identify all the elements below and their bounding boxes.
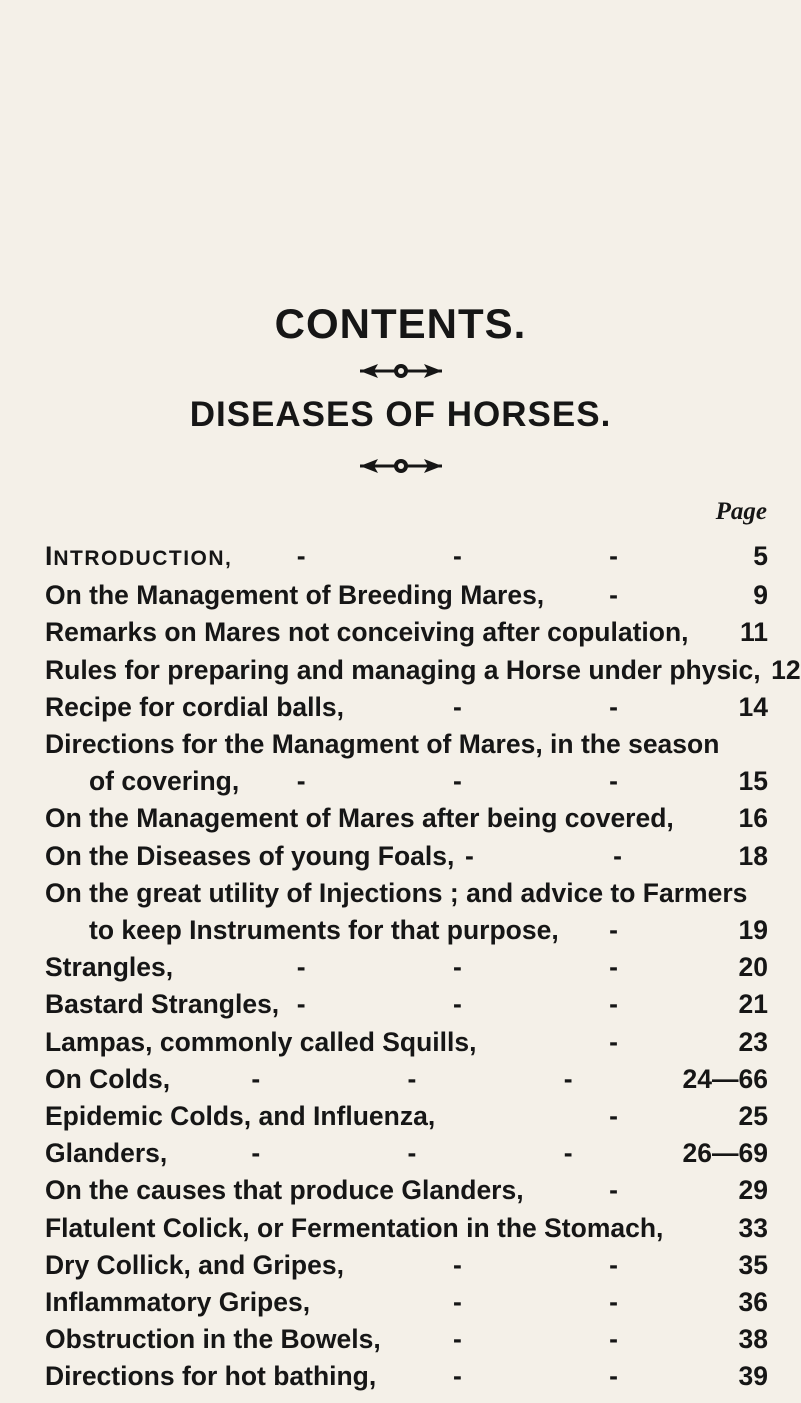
toc-entry — [45, 986, 768, 1023]
toc-entry-title: On the Diseases of young Foals, — [45, 840, 455, 871]
toc-entry-page: 29 — [738, 1175, 768, 1206]
toc-entry-page: 33 — [738, 1212, 768, 1243]
toc-entry — [45, 538, 768, 577]
toc-entry-title-initial: I — [45, 541, 54, 571]
toc-entry — [45, 1358, 768, 1395]
toc-entry-leader: - - — [452, 1287, 688, 1318]
toc-entry-title: Flatulent Colick, or Fermentation in the Stomach, — [45, 1212, 664, 1243]
toc-entry-title: Epidemic Colds, and Influenza, — [45, 1101, 436, 1132]
toc-entry — [45, 912, 768, 949]
toc-entry-title-rest: NTRODUCTION, — [53, 547, 233, 570]
toc-entry — [45, 800, 768, 837]
toc-entry-title: Recipe for cordial balls, — [45, 691, 344, 722]
toc-entry — [45, 838, 768, 875]
toc-entry-title: Glanders, — [45, 1138, 168, 1169]
toc-entry-page: 21 — [738, 989, 768, 1020]
toc-entry-leader: - - - — [296, 766, 688, 797]
toc-entry-page: 18 — [738, 840, 768, 871]
toc-entry-title: Inflammatory Gripes, — [45, 1287, 311, 1318]
toc-entry-title: On the Management of Breeding Mares, — [45, 580, 545, 611]
toc-entry-title: to keep Instruments for that purpose, — [89, 915, 559, 946]
page-column-label: Page — [715, 498, 767, 525]
toc-entry-page: 20 — [738, 952, 768, 983]
toc-entry-leader: - - - — [296, 541, 688, 571]
toc-entry — [45, 577, 768, 614]
toc-entry-leader: - - — [452, 691, 688, 722]
toc-entry-page: 12 — [771, 654, 801, 685]
toc-entry-title: Directions for hot bathing, — [45, 1361, 377, 1392]
toc-entry — [45, 1321, 768, 1358]
ornament-divider-bottom — [0, 455, 801, 482]
toc-entry — [45, 949, 768, 986]
toc-entry-page: 15 — [738, 766, 768, 797]
toc-entry — [45, 726, 768, 763]
toc-entry-leader: - — [609, 915, 688, 946]
toc-entry-leader: - - — [452, 1361, 688, 1392]
toc-entry — [45, 1098, 768, 1135]
toc-entry-leader: - — [609, 1026, 688, 1057]
ornament-icon — [356, 360, 446, 382]
toc-entry-leader: - — [609, 1101, 688, 1132]
toc-entry-title: Lampas, commonly called Squills, — [45, 1026, 477, 1057]
toc-entry — [45, 689, 768, 726]
toc-entry-page: 26—69 — [682, 1138, 768, 1169]
toc-entry-page: 36 — [738, 1287, 768, 1318]
toc-entry-title: On the great utility of Injections ; and advice to Farmers — [45, 877, 748, 908]
toc-entry-page: 35 — [738, 1249, 768, 1280]
toc-entry-leader: - - - — [251, 1063, 643, 1094]
toc-entry-title: Strangles, — [45, 952, 174, 983]
toc-entry-title: Bastard Strangles, — [45, 989, 280, 1020]
toc-entry-title: On Colds, — [45, 1063, 171, 1094]
toc-entry-title: Rules for preparing and managing a Horse under physic, — [45, 654, 761, 685]
toc-entry-page: 38 — [738, 1324, 768, 1355]
toc-entry — [45, 1061, 768, 1098]
toc-entry-leader: - - — [452, 1249, 688, 1280]
toc-entry-page: 16 — [738, 803, 768, 834]
toc-entry-page: 19 — [738, 915, 768, 946]
toc-entry-title: of covering, — [89, 766, 240, 797]
toc-entry-title: On the Management of Mares after being covered, — [45, 803, 674, 834]
toc-entry — [45, 1024, 768, 1061]
toc-entry — [45, 1172, 768, 1209]
toc-entry — [45, 614, 768, 651]
toc-entry-page: 9 — [753, 580, 768, 611]
toc-entry-leader: - - — [464, 840, 688, 871]
toc-entry — [45, 875, 768, 912]
toc-entry-title: Dry Collick, and Gripes, — [45, 1249, 344, 1280]
page-title: CONTENTS. — [274, 300, 527, 347]
section-heading: DISEASES OF HORSES. — [189, 395, 612, 434]
toc-entry-leader: - — [609, 1175, 688, 1206]
toc-entry-title: Directions for the Managment of Mares, in the season — [45, 729, 720, 760]
ornament-divider-top — [0, 360, 801, 387]
toc-entry — [45, 652, 801, 689]
toc-entry-leader: - - - — [296, 989, 688, 1020]
toc-entry — [45, 1247, 768, 1284]
ornament-icon — [356, 455, 446, 477]
toc-entry-title: Remarks on Mares not conceiving after copulation, — [45, 617, 689, 648]
toc-entry — [45, 1135, 768, 1172]
toc-entry-title: On the causes that produce Glanders, — [45, 1175, 524, 1206]
toc-entry-leader: - — [609, 580, 688, 611]
toc-entry-page: 11 — [739, 617, 768, 648]
toc-entry-leader: - - - — [251, 1138, 643, 1169]
toc-entry-page: 39 — [738, 1361, 768, 1392]
toc-entry — [45, 1210, 768, 1247]
toc-entry-leader: - - — [452, 1324, 688, 1355]
toc-entry-title — [45, 538, 297, 577]
toc-entry — [45, 1284, 768, 1321]
contents-list — [45, 538, 801, 1396]
toc-entry-page: 23 — [738, 1026, 768, 1057]
toc-entry-page: 25 — [738, 1101, 768, 1132]
toc-entry-page: 24—66 — [682, 1063, 768, 1094]
toc-entry — [45, 763, 768, 800]
toc-entry-title: Obstruction in the Bowels, — [45, 1324, 381, 1355]
toc-entry-page: 14 — [738, 691, 768, 722]
toc-entry-page: 5 — [753, 541, 768, 571]
toc-entry-leader: - - - — [296, 952, 688, 983]
